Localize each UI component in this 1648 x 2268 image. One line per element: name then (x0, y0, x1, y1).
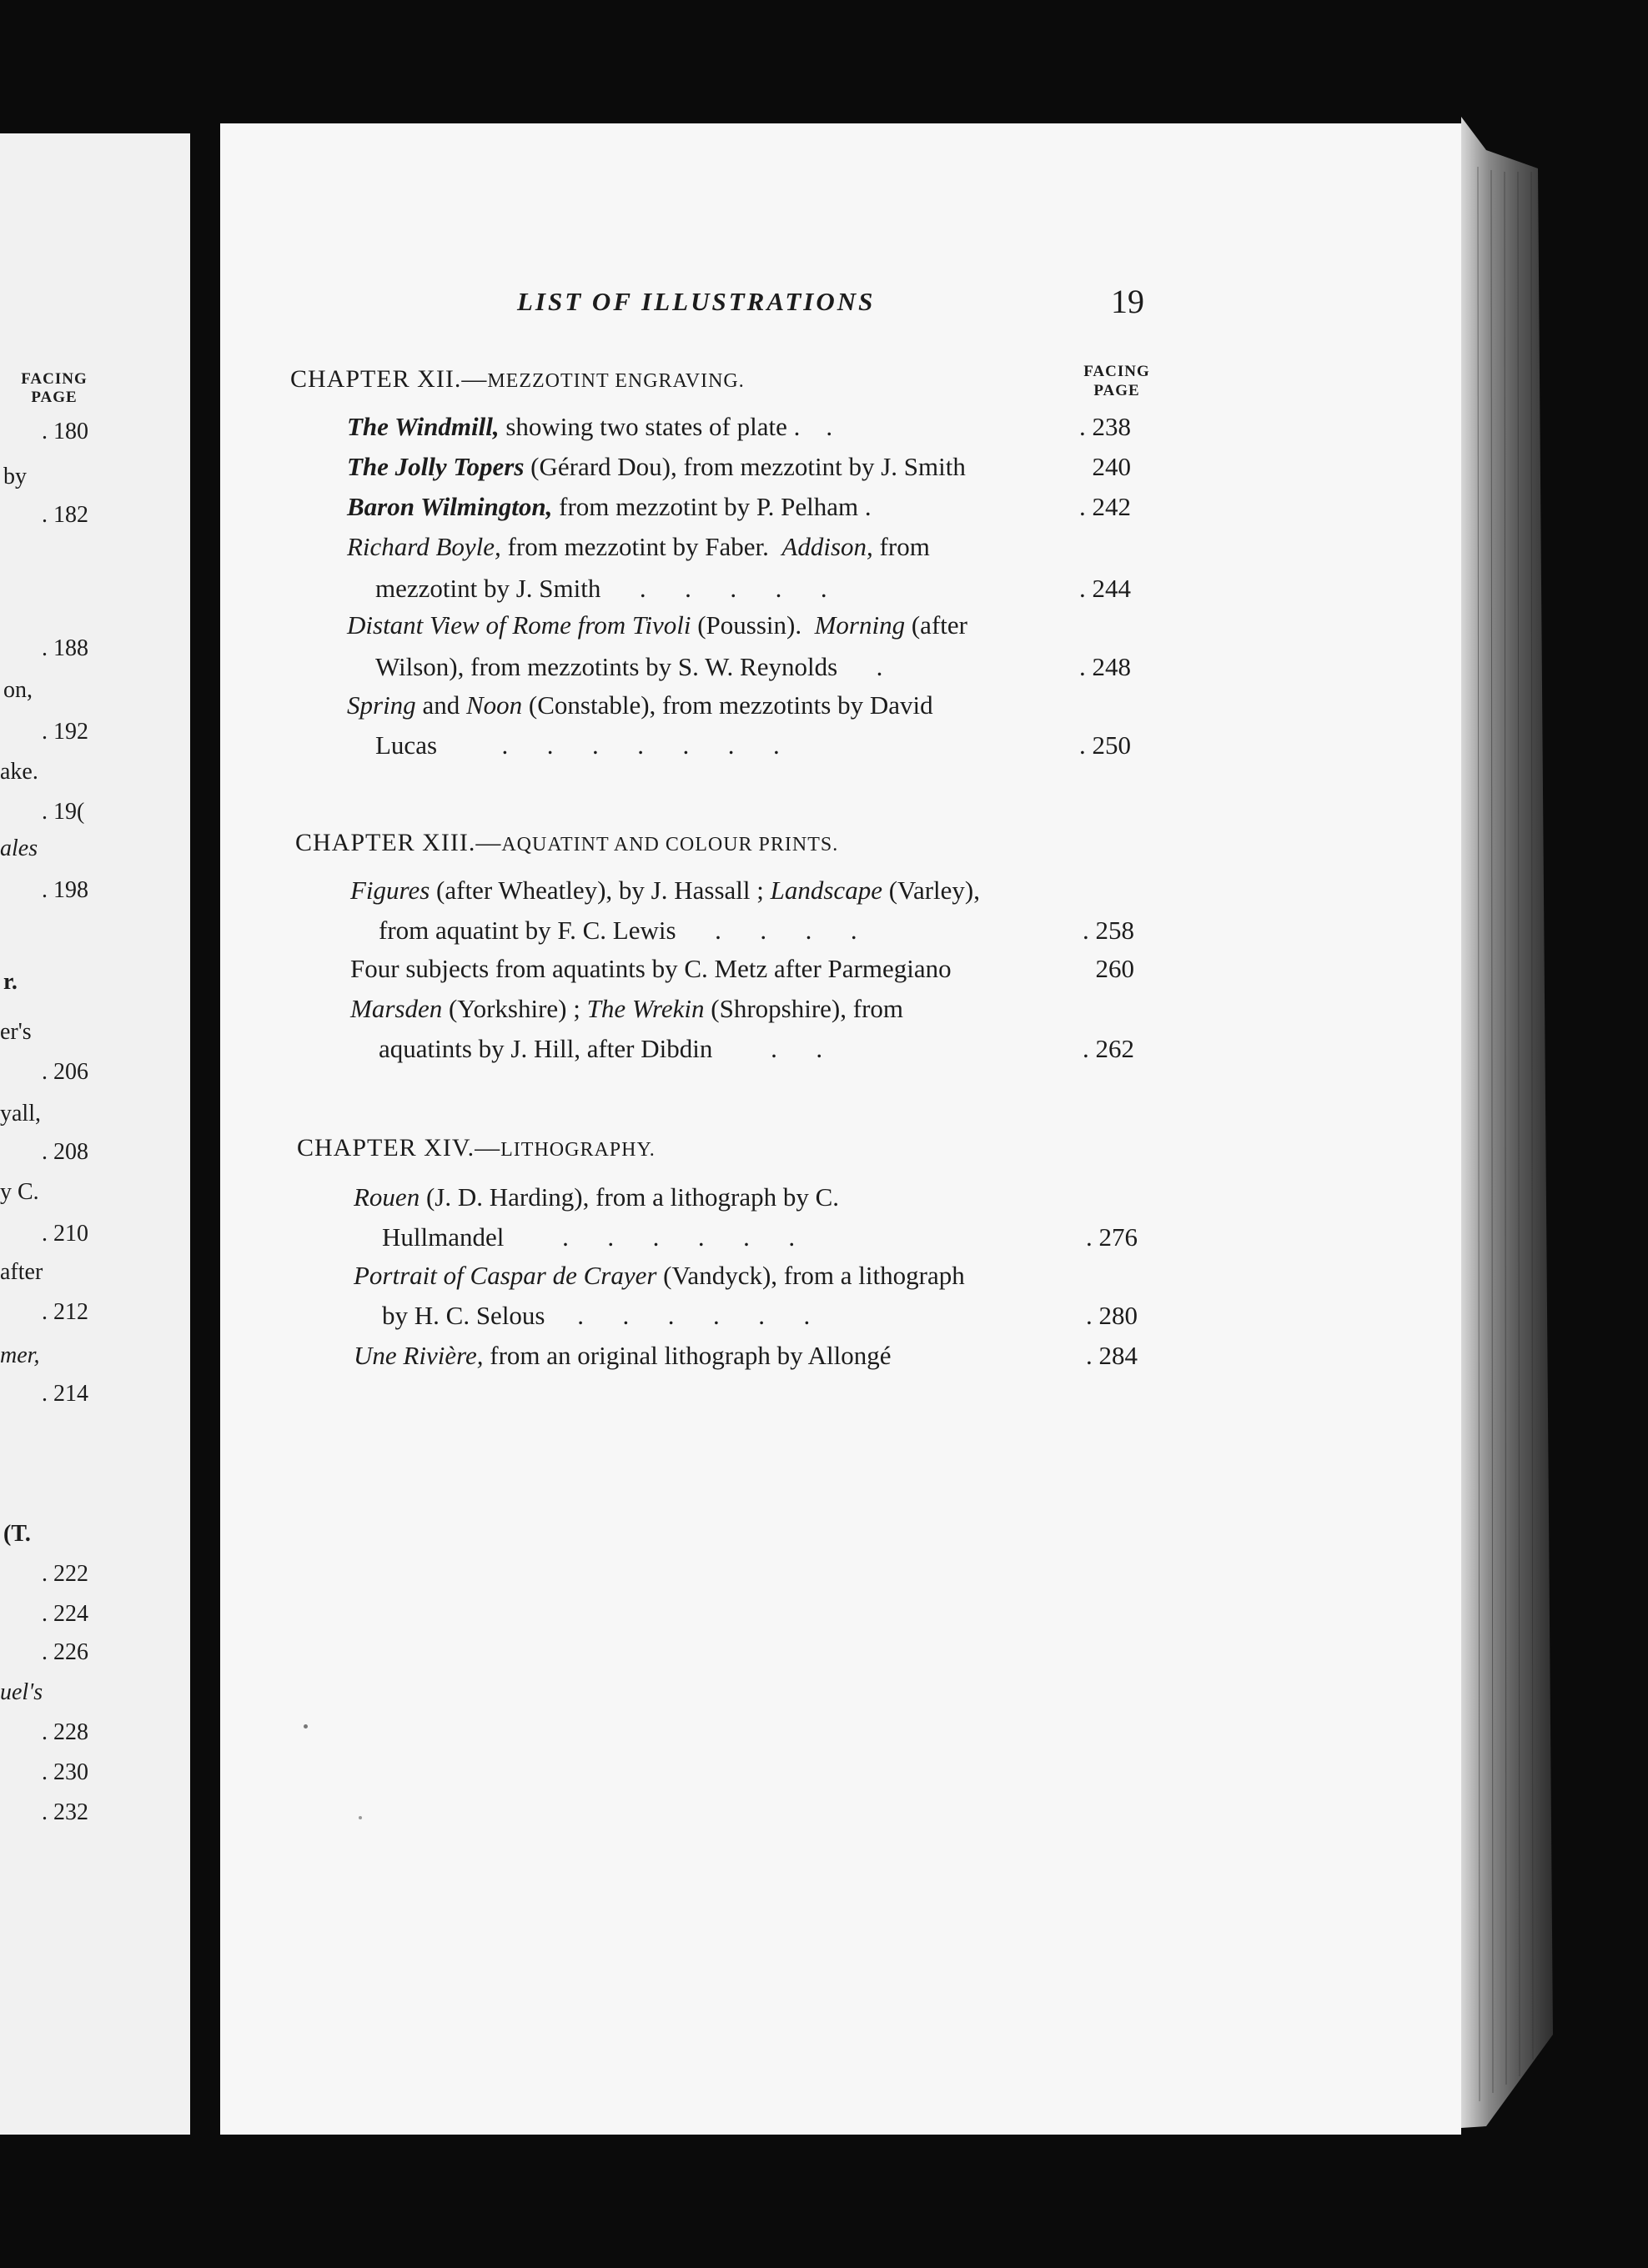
illustration-desc: showing two states of plate . (499, 412, 801, 441)
list-item (354, 1182, 839, 1212)
left-page-fragment: mer, (0, 1342, 40, 1368)
illustration-title: Une Rivière, (354, 1341, 484, 1370)
illustration-title: Morning (814, 610, 906, 640)
chapter-label: CHAPTER XIV.— (297, 1134, 501, 1162)
facing-page-number: . 244 (1079, 574, 1131, 603)
left-page-fragment: . 198 (42, 877, 88, 903)
list-item (350, 994, 903, 1024)
list-item (347, 412, 832, 442)
illustration-desc: (Gérard Dou), from mezzotint by J. Smith (524, 452, 966, 481)
list-item-continuation (375, 652, 882, 682)
left-facing-label: FACING (21, 370, 88, 388)
illustration-desc: and (415, 690, 466, 720)
list-item-continuation (375, 730, 780, 760)
left-page-fragment: . 214 (42, 1381, 88, 1407)
left-page-fragment: . 212 (42, 1299, 88, 1325)
list-item-continuation (382, 1222, 795, 1252)
illustration-desc: (Vandyck), from a lithograph (656, 1261, 965, 1290)
illustration-title: Baron Wilmington, (347, 492, 553, 521)
chapter-title: MEZZOTINT ENGRAVING. (487, 370, 745, 392)
left-facing-page-head (8, 370, 100, 407)
list-item (347, 690, 933, 720)
running-head: LIST OF ILLUSTRATIONS (517, 287, 876, 316)
illustration-desc: from an original lithograph by Allongé (483, 1341, 892, 1370)
leader-dots: . . . . . . . (501, 730, 780, 760)
illustration-title: The Jolly Topers (347, 452, 525, 481)
illustration-desc: from aquatint by F. C. Lewis (379, 916, 676, 945)
facing-page-number: . 258 (1083, 916, 1134, 945)
chapter-heading-xiii (295, 829, 838, 857)
illustration-desc: (J. D. Harding), from a lithograph by C. (420, 1182, 839, 1212)
left-page-fragment: ake. (0, 759, 38, 785)
facing-page-number: . 250 (1079, 730, 1131, 760)
left-page-fragment: . 228 (42, 1719, 88, 1745)
paper-speck (304, 1724, 308, 1729)
illustration-desc: (after Wheatley), by J. Hassall ; (430, 876, 764, 905)
list-item (354, 1341, 892, 1371)
illustration-desc: (Poussin). (691, 610, 802, 640)
illustration-title: The Wrekin (586, 994, 705, 1023)
left-page-fragment: . 222 (42, 1561, 88, 1587)
leader-dots: . . . . . (639, 574, 827, 603)
illustration-title: Portrait of Caspar de Crayer (354, 1261, 657, 1290)
left-page-fragment: y C. (0, 1179, 39, 1205)
illustration-title: Landscape (770, 876, 882, 905)
illustration-desc: Wilson), from mezzotints by S. W. Reynolds (375, 652, 838, 681)
left-page-fragment: r. (3, 969, 18, 995)
illustration-desc: (Yorkshire) ; (442, 994, 580, 1023)
facing-page-number: 260 (1095, 954, 1134, 983)
illustration-title: Spring (347, 690, 416, 720)
list-item-continuation (379, 1034, 822, 1064)
left-page-fragment: . 188 (42, 635, 88, 661)
facing-page-head (1071, 362, 1163, 400)
left-page-fragment: . 206 (42, 1059, 88, 1085)
list-item-continuation (375, 574, 827, 604)
left-page-fragment: . 232 (42, 1799, 88, 1825)
chapter-label: CHAPTER XIII.— (295, 829, 502, 856)
illustration-desc: Hullmandel (382, 1222, 505, 1252)
left-page-fragment: ales (0, 835, 38, 861)
facing-page-number: 240 (1092, 452, 1131, 481)
illustration-desc: (Shropshire), from (704, 994, 904, 1023)
illustration-desc: from mezzotint by Faber. (500, 532, 769, 561)
facing-label: FACING (1083, 363, 1150, 380)
illustration-title: Distant View of Rome from Tivoli (347, 610, 691, 640)
illustration-title: Noon (465, 690, 523, 720)
left-page-fragment: . 182 (42, 502, 88, 528)
left-page-fragment: . 226 (42, 1639, 88, 1665)
illustration-desc: (Varley), (882, 876, 981, 905)
list-item-continuation (382, 1301, 810, 1331)
left-page-fragment: . 19( (42, 799, 85, 825)
illustration-title: Marsden (350, 994, 443, 1023)
left-page-fragment: . 210 (42, 1221, 88, 1247)
left-page-label: PAGE (31, 389, 78, 406)
paper-speck (359, 1816, 362, 1819)
leader-dots: . . . . (715, 916, 857, 945)
chapter-heading-xii (290, 365, 745, 394)
facing-page-number: . 242 (1079, 492, 1131, 521)
illustration-desc: from mezzotint by P. Pelham . (552, 492, 872, 521)
illustration-desc: (after (905, 610, 967, 640)
left-page-fragment: . 230 (42, 1759, 88, 1785)
leader-dots: . . . . . . (577, 1301, 811, 1330)
chapter-title: AQUATINT AND COLOUR PRINTS. (501, 834, 839, 856)
left-page-fragment: by (3, 464, 27, 489)
book-fore-edge (1428, 117, 1570, 2135)
illustration-desc: Four subjects from aquatints by C. Metz after Parmegiano (350, 954, 952, 983)
list-item (347, 532, 930, 562)
left-page-fragment: yall, (0, 1101, 41, 1126)
left-page-fragment: er's (0, 1019, 32, 1045)
left-page-fragment: (T. (3, 1521, 31, 1547)
leader-dots: . (876, 652, 883, 681)
illustration-desc: mezzotint by J. Smith (375, 574, 601, 603)
left-page-fragment: . 224 (42, 1601, 88, 1627)
leader-dots: . . . . . . (562, 1222, 796, 1252)
illustration-title: Richard Boyle, (347, 532, 501, 561)
facing-page-number: . 248 (1079, 652, 1131, 681)
list-item (347, 492, 872, 522)
page-label: PAGE (1093, 382, 1140, 399)
chapter-title: LITHOGRAPHY. (500, 1139, 656, 1161)
facing-page-number: . 284 (1086, 1341, 1138, 1370)
left-page-fragment: . 192 (42, 719, 88, 745)
list-item (350, 876, 980, 906)
list-item (347, 610, 967, 640)
facing-page-number: . 238 (1079, 412, 1131, 441)
left-page-fragment: . 180 (42, 419, 88, 444)
left-page-fragment: after (0, 1259, 43, 1285)
list-item (350, 954, 952, 984)
left-page-fragment: uel's (0, 1679, 43, 1705)
left-page-fragment: on, (3, 677, 33, 703)
leader-dots: . (800, 412, 833, 441)
left-page (0, 133, 190, 2135)
list-item (347, 452, 966, 482)
illustration-desc: (Constable), from mezzotints by David (522, 690, 933, 720)
illustration-title: The Windmill, (347, 412, 500, 441)
facing-page-number: . 280 (1086, 1301, 1138, 1330)
facing-page-number: . 262 (1083, 1034, 1134, 1063)
illustration-title: Rouen (354, 1182, 420, 1212)
illustration-desc: from (872, 532, 930, 561)
illustration-desc: aquatints by J. Hill, after Dibdin (379, 1034, 713, 1063)
facing-page-number: . 276 (1086, 1222, 1138, 1252)
list-item (354, 1261, 965, 1291)
chapter-label: CHAPTER XII.— (290, 365, 488, 393)
page-folio: 19 (1111, 283, 1144, 320)
illustration-desc: by H. C. Selous (382, 1301, 545, 1330)
illustration-title: Addison, (781, 532, 873, 561)
left-page-fragment: . 208 (42, 1139, 88, 1165)
chapter-heading-xiv (297, 1134, 656, 1162)
illustration-title: Figures (350, 876, 430, 905)
illustration-desc: Lucas (375, 730, 438, 760)
list-item-continuation (379, 916, 857, 946)
right-page (220, 123, 1461, 2135)
leader-dots: . . (771, 1034, 823, 1063)
